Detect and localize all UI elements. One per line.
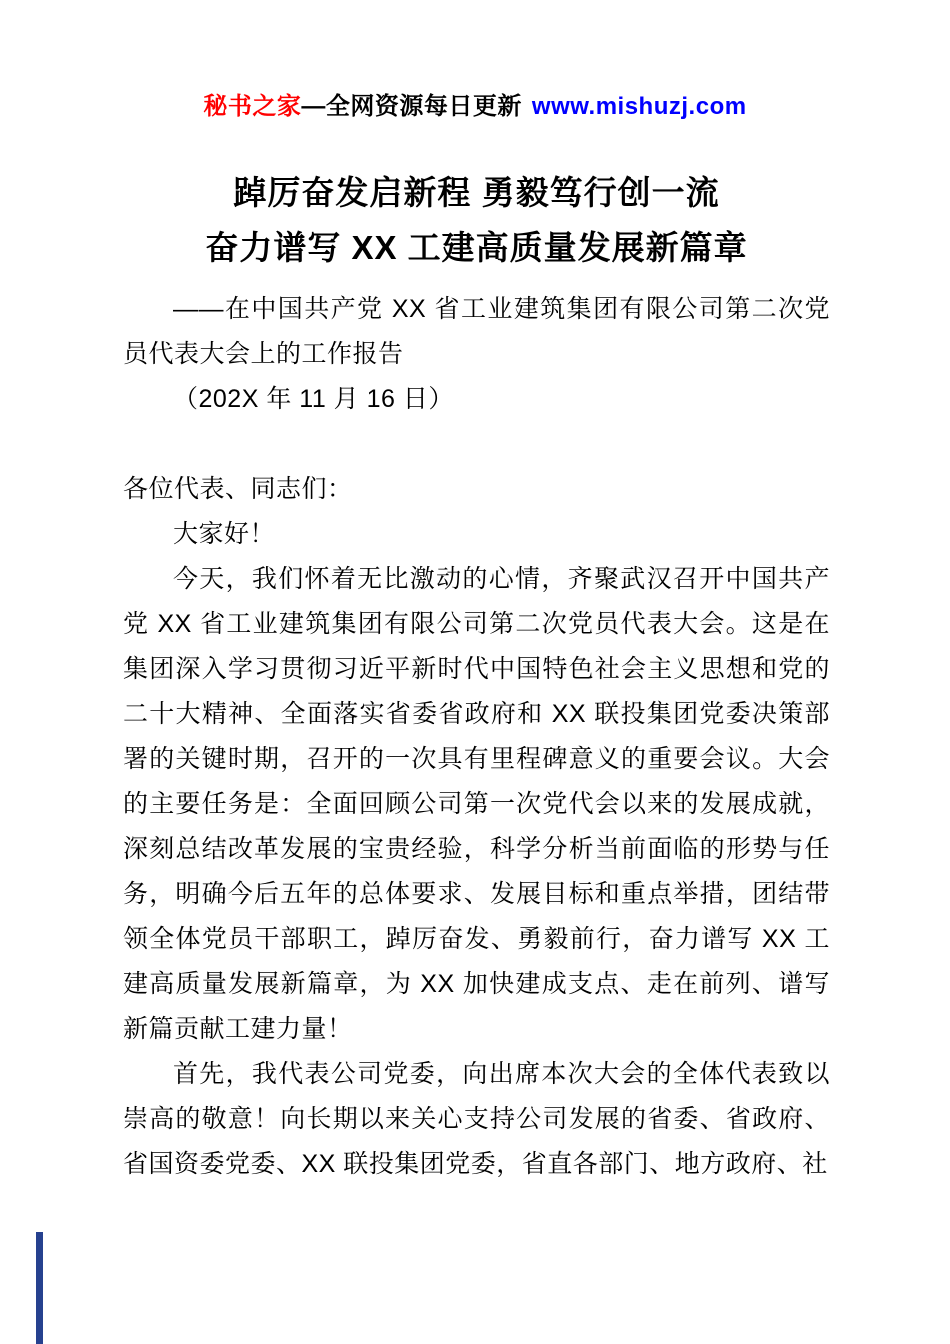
site-name: 秘书之家 bbox=[203, 93, 302, 120]
body-paragraph-1: 今天，我们怀着无比激动的心情，齐聚武汉召开中国共产党 XX 省工业建筑集团有限公司第二次党员代表大会。这是在集团深入学习贯彻习近平新时代中国特色社会主义思想和党的二十大精神、全面落实省委省政府和 XX 联投集团党委决策部署的关键时期，召开的一次具有里程碑意义的重要会议。大会的主要任务是：全面回顾公司第一次党代会以来的发展成就，深刻总结改革发展的宝贵经验，科学分析当前面临的形势与任务，明确今后五年的总体要求、发展目标和重点举措，团结带领全体党员干部职工，踔厉奋发、勇毅前行，奋力谱写 XX 工建高质量发展新篇章，为 XX 加快建成支点、走在前列、谱写新篇贡献工建力量！ bbox=[123, 565, 830, 1043]
title-line-1: 踔厉奋发启新程 勇毅笃行创一流 bbox=[233, 174, 720, 211]
greeting: 大家好！ bbox=[173, 520, 276, 548]
site-tagline: —全网资源每日更新 bbox=[301, 93, 522, 120]
site-url-link[interactable]: www.mishuzj.com bbox=[531, 93, 747, 120]
left-edge-accent-bar bbox=[36, 1232, 43, 1344]
body-paragraph-2: 首先，我代表公司党委，向出席本次大会的全体代表致以崇高的敬意！向长期以来关心支持公司发展的省委、省政府、省国资委党委、XX 联投集团党委，省直各部门、地方政府、社 bbox=[123, 1060, 830, 1178]
title-line-2: 奋力谱写 XX 工建高质量发展新篇章 bbox=[205, 229, 748, 266]
document-title bbox=[123, 165, 830, 275]
site-header bbox=[0, 0, 950, 121]
document-subtitle: ——在中国共产党 XX 省工业建筑集团有限公司第二次党员代表大会上的工作报告 bbox=[123, 295, 830, 368]
salutation: 各位代表、同志们： bbox=[123, 475, 353, 503]
document-body bbox=[0, 165, 950, 1187]
document-date: （202X 年 11 月 16 日） bbox=[173, 385, 454, 413]
